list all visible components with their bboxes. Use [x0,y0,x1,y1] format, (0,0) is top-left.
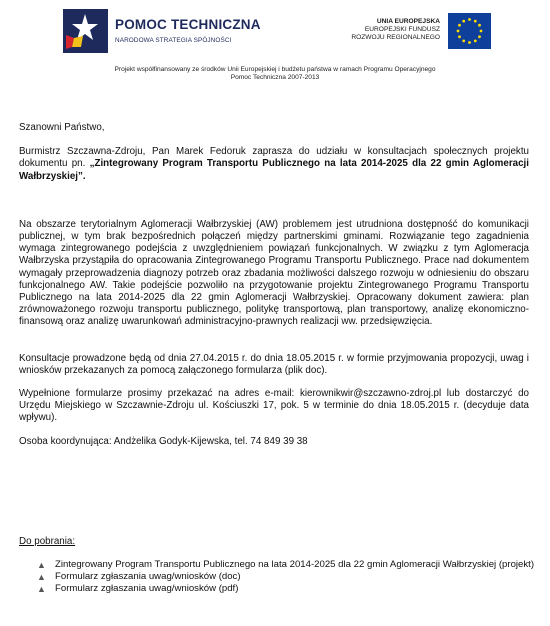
brand-subtitle: NARODOWA STRATEGIA SPÓJNOŚCI [115,37,232,44]
intro-paragraph [19,146,529,183]
cofinancing-line-1: Projekt współfinansowany ze środków Unii Europejskiej i budżetu państwa w ramach Programu Operacyjnego [114,66,436,73]
brand-name: POMOC TECHNICZNA [115,17,261,32]
context-paragraph: Na obszarze terytorialnym Aglomeracji Wałbrzyskiej (AW) problemem jest utrudniona dostępność do komunikacji publicznej, w tym brak bezpośrednich połączeń między partnerskimi gminami. Rozwiązanie tego zagadnienia wymaga zintegrowanego podejścia z uwzględnieniem powiązań funkcjonalnych. W związku z tym Aglomeracja Wałbrzyska przystąpiła do opracowania Zintegrowanego Programu Transportu Publicznego. Prace nad dokumentem wymagały przeprowadzenia diagnozy potrzeb oraz zbadania możliwości dalszego rozwoju w odniesieniu do obszaru funkcjonalnego AW. Takie podejście pozwoliło na przygotowanie projektu Zintegrowanego Programu Transportu Publicznego na lata 2014-2025 dla 22 gmin Aglomeracji Wałbrzyskiej. Opracowany dokument zawiera: plan zrównoważonego rozwoju transportu publicznego, politykę transportową, plan transportowy, analizę ekonomiczno-finansową oraz analizę uwarunkowań administracyjno-prawnych realizacji ww. przedsięwzięcia. [19,218,529,328]
pomoc-techniczna-logo-icon [63,9,108,53]
eu-fund-label [351,18,440,42]
contact-person: Osoba koordynująca: Andżelika Godyk-Kijewska, tel. 74 849 39 38 [19,435,308,447]
consultation-paragraph: Konsultacje prowadzone będą od dnia 27.04.2015 r. do dnia 18.05.2015 r. w formie przyjmowania propozycji, uwag i wniosków przekazanych za pomocą załączonego formularza (plik doc). [19,352,529,376]
intro-text: Burmistrz Szczawna-Zdroju, Pan Marek Fedoruk zaprasza do udziału w konsultacjach społecznych projektu dokumentu pn. [19,146,529,170]
eu-line-3: ROZWOJU REGIONALNEGO [351,34,440,41]
bullet-icon: ▲ [37,584,46,594]
download-link-form-doc[interactable]: Formularz zgłaszania uwag/wniosków (doc) [55,571,241,582]
letter-body [19,122,529,460]
submission-paragraph: Wypełnione formularze prosimy przekazać na adres e-mail: kierownikwir@szczawno-zdroj.pl lub dostarczyć do Urzędu Miejskiego w Szczawnie-Zdroju ul. Kościuszki 17, pok. 5 w terminie do dnia 18.05.2015 r. (decyduje data wpływu). [19,388,529,424]
eu-flag-icon [448,13,491,49]
download-item-form-pdf [37,583,537,595]
downloads-heading: Do pobrania: [19,536,76,547]
eu-line-1: UNIA EUROPEJSKA [376,18,440,25]
bullet-icon: ▲ [37,572,46,582]
eu-line-2: EUROPEJSKI FUNDUSZ [364,26,440,33]
downloads-list [37,559,537,595]
download-link-form-pdf[interactable]: Formularz zgłaszania uwag/wniosków (pdf) [55,583,239,594]
document-title: „Zintegrowany Program Transportu Publicznego na lata 2014-2025 dla 22 gmin Aglomeracji Wałbrzyskiej”. [19,158,529,182]
download-link-program[interactable]: Zintegrowany Program Transportu Publicznego na lata 2014-2025 dla 22 gmin Aglomeracji Wałbrzyskiej (projekt) [55,559,535,570]
greeting: Szanowni Państwo, [19,122,105,133]
download-item-program [37,559,537,571]
cofinancing-line-2: Pomoc Techniczna 2007-2013 [230,74,320,81]
document-header [0,0,550,62]
download-item-form-doc [37,571,537,583]
bullet-icon: ▲ [37,560,46,570]
